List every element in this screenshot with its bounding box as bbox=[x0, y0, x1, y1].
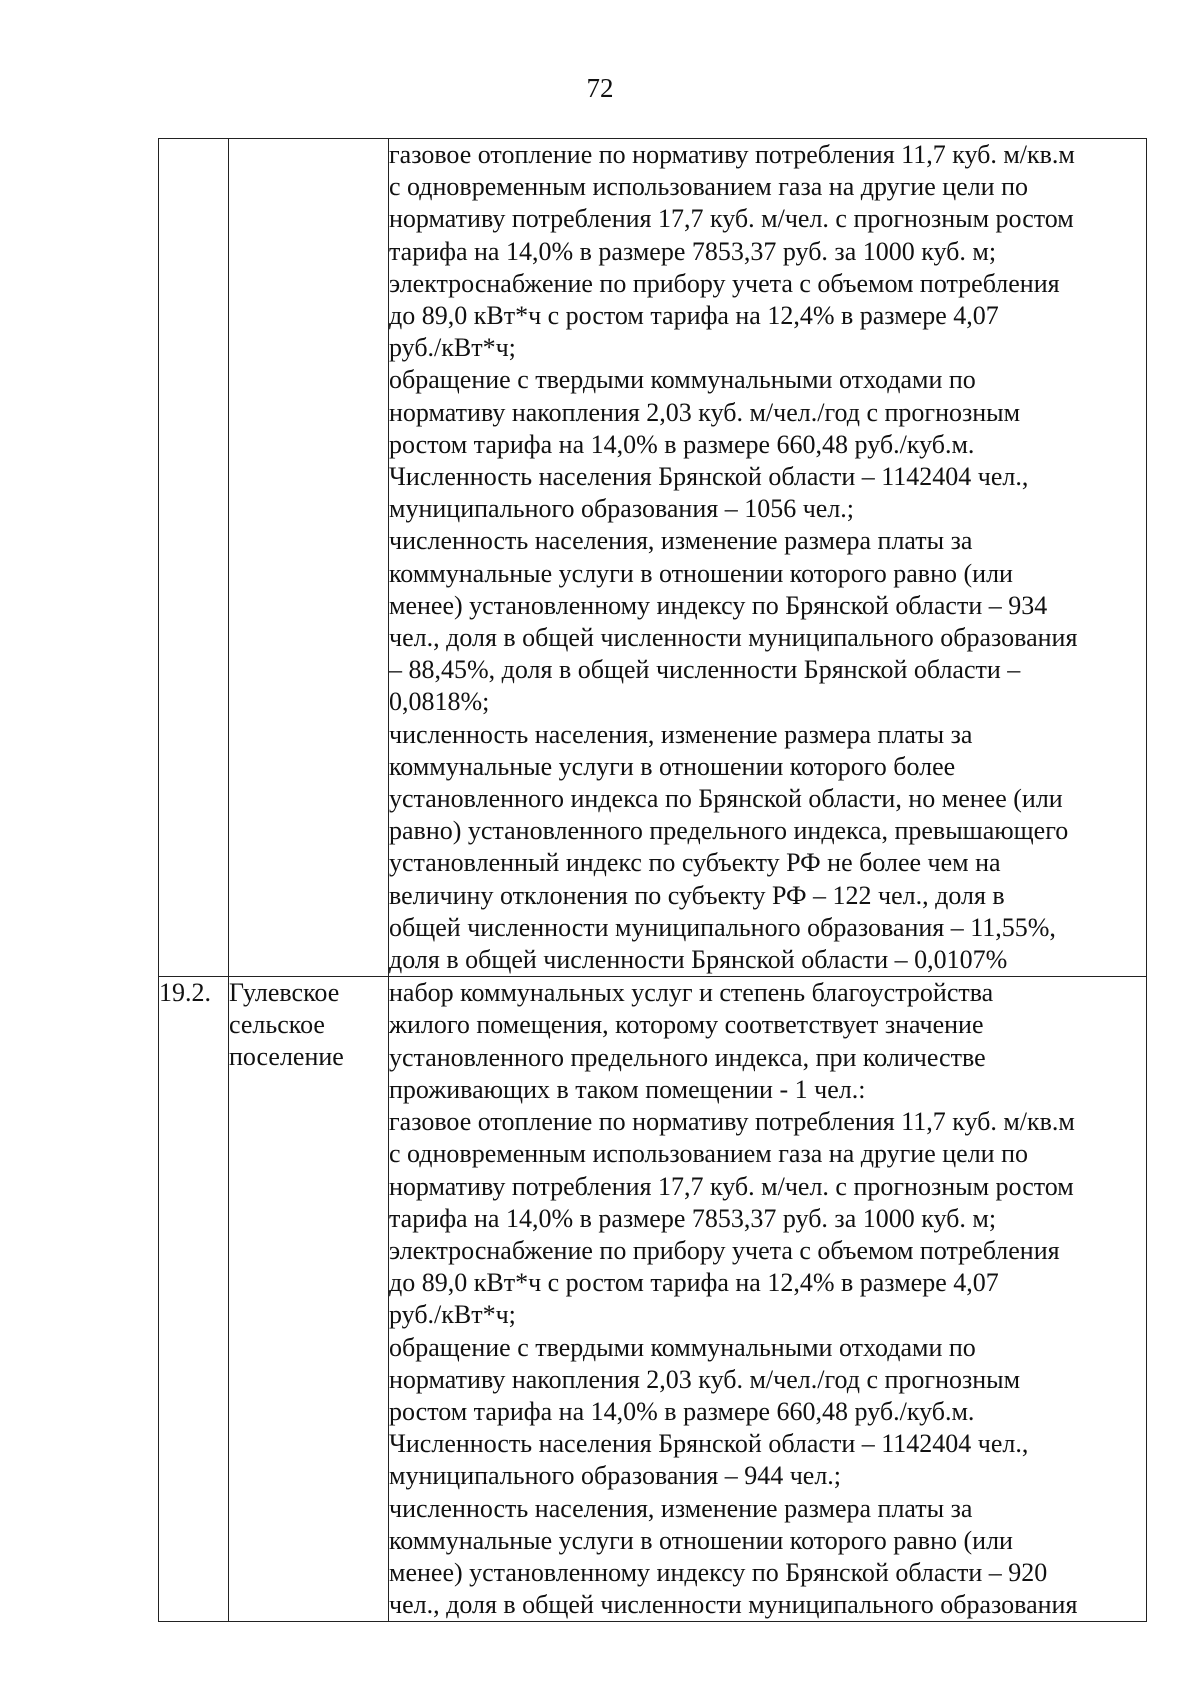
description-line: ростом тарифа на 14,0% в размере 660,48 руб./куб.м. bbox=[389, 429, 975, 459]
description-line: обращение с твердыми коммунальными отходами по bbox=[389, 1332, 976, 1362]
description-line: доля в общей численности Брянской области – 0,0107% bbox=[389, 945, 1008, 975]
description-line: тарифа на 14,0% в размере 7853,37 руб. за 1000 куб. м; bbox=[389, 236, 997, 266]
row-number-cell bbox=[159, 139, 229, 977]
description-line: менее) установленному индексу по Брянской области – 934 bbox=[389, 590, 1048, 620]
settlement-name-cell bbox=[229, 139, 389, 977]
settlement-name-line: сельское bbox=[229, 1010, 325, 1040]
table-row bbox=[159, 139, 1147, 977]
description-line: коммунальные услуги в отношении которого более bbox=[389, 751, 956, 781]
description-line: электроснабжение по прибору учета с объемом потребления bbox=[389, 1235, 1060, 1265]
description-line: до 89,0 кВт*ч с ростом тарифа на 12,4% в размере 4,07 bbox=[389, 301, 999, 331]
description-line: коммунальные услуги в отношении которого равно (или bbox=[389, 1525, 1013, 1555]
description-line: коммунальные услуги в отношении которого равно (или bbox=[389, 558, 1013, 588]
settlement-name-line: поселение bbox=[229, 1042, 344, 1072]
row-number-cell: 19.2. bbox=[159, 977, 229, 1622]
description-line: чел., доля в общей численности муниципального образования bbox=[389, 1590, 1078, 1620]
description-line: величину отклонения по субъекту РФ – 122 чел., доля в bbox=[389, 880, 1005, 910]
description-line: равно) установленного предельного индекса, превышающего bbox=[389, 816, 1069, 846]
description-line: ростом тарифа на 14,0% в размере 660,48 руб./куб.м. bbox=[389, 1396, 975, 1426]
description-line: газовое отопление по нормативу потребления 11,7 куб. м/кв.м bbox=[389, 1107, 1075, 1137]
description-line: нормативу накопления 2,03 куб. м/чел./год с прогнозным bbox=[389, 397, 1021, 427]
description-line: до 89,0 кВт*ч с ростом тарифа на 12,4% в размере 4,07 bbox=[389, 1268, 999, 1298]
description-line: муниципального образования – 1056 чел.; bbox=[389, 494, 855, 524]
document-table bbox=[158, 138, 1147, 1622]
table-row bbox=[159, 977, 1147, 1622]
description-line: с одновременным использованием газа на другие цели по bbox=[389, 1139, 1028, 1169]
description-line: обращение с твердыми коммунальными отходами по bbox=[389, 365, 976, 395]
settlement-name-cell bbox=[229, 977, 389, 1622]
description-line: общей численности муниципального образования – 11,55%, bbox=[389, 912, 1056, 942]
description-line: менее) установленному индексу по Брянской области – 920 bbox=[389, 1557, 1048, 1587]
description-line: руб./кВт*ч; bbox=[389, 1300, 516, 1330]
description-line: установленного предельного индекса, при количестве bbox=[389, 1042, 986, 1072]
description-line: Численность населения Брянской области – 1142404 чел., bbox=[389, 462, 1029, 492]
description-line: нормативу потребления 17,7 куб. м/чел. с прогнозным ростом bbox=[389, 1171, 1074, 1201]
description-line: установленного индекса по Брянской области, но менее (или bbox=[389, 784, 1063, 814]
description-line: нормативу накопления 2,03 куб. м/чел./год с прогнозным bbox=[389, 1364, 1021, 1394]
description-line: численность населения, изменение размера платы за bbox=[389, 1493, 973, 1523]
description-line: установленный индекс по субъекту РФ не более чем на bbox=[389, 848, 1001, 878]
description-line: с одновременным использованием газа на другие цели по bbox=[389, 172, 1028, 202]
description-line: численность населения, изменение размера платы за bbox=[389, 719, 973, 749]
description-line: 0,0818%; bbox=[389, 687, 490, 717]
description-line: – 88,45%, доля в общей численности Брянской области – bbox=[389, 655, 1021, 685]
description-line: газовое отопление по нормативу потребления 11,7 куб. м/кв.м bbox=[389, 140, 1075, 169]
page-number: 72 bbox=[586, 73, 614, 103]
description-line: электроснабжение по прибору учета с объемом потребления bbox=[389, 268, 1060, 298]
description-cell bbox=[389, 977, 1147, 1622]
settlement-name-line: Гулевское bbox=[229, 978, 340, 1008]
description-line: жилого помещения, которому соответствует значение bbox=[389, 1010, 984, 1040]
description-line: тарифа на 14,0% в размере 7853,37 руб. за 1000 куб. м; bbox=[389, 1203, 997, 1233]
description-line: муниципального образования – 944 чел.; bbox=[389, 1461, 842, 1491]
description-line: проживающих в таком помещении - 1 чел.: bbox=[389, 1074, 866, 1104]
description-line: численность населения, изменение размера платы за bbox=[389, 526, 973, 556]
description-line: набор коммунальных услуг и степень благоустройства bbox=[389, 978, 994, 1008]
description-cell bbox=[389, 139, 1147, 977]
description-line: Численность населения Брянской области – 1142404 чел., bbox=[389, 1429, 1029, 1459]
description-line: руб./кВт*ч; bbox=[389, 333, 516, 363]
description-line: нормативу потребления 17,7 куб. м/чел. с прогнозным ростом bbox=[389, 204, 1074, 234]
description-line: чел., доля в общей численности муниципального образования bbox=[389, 623, 1078, 653]
